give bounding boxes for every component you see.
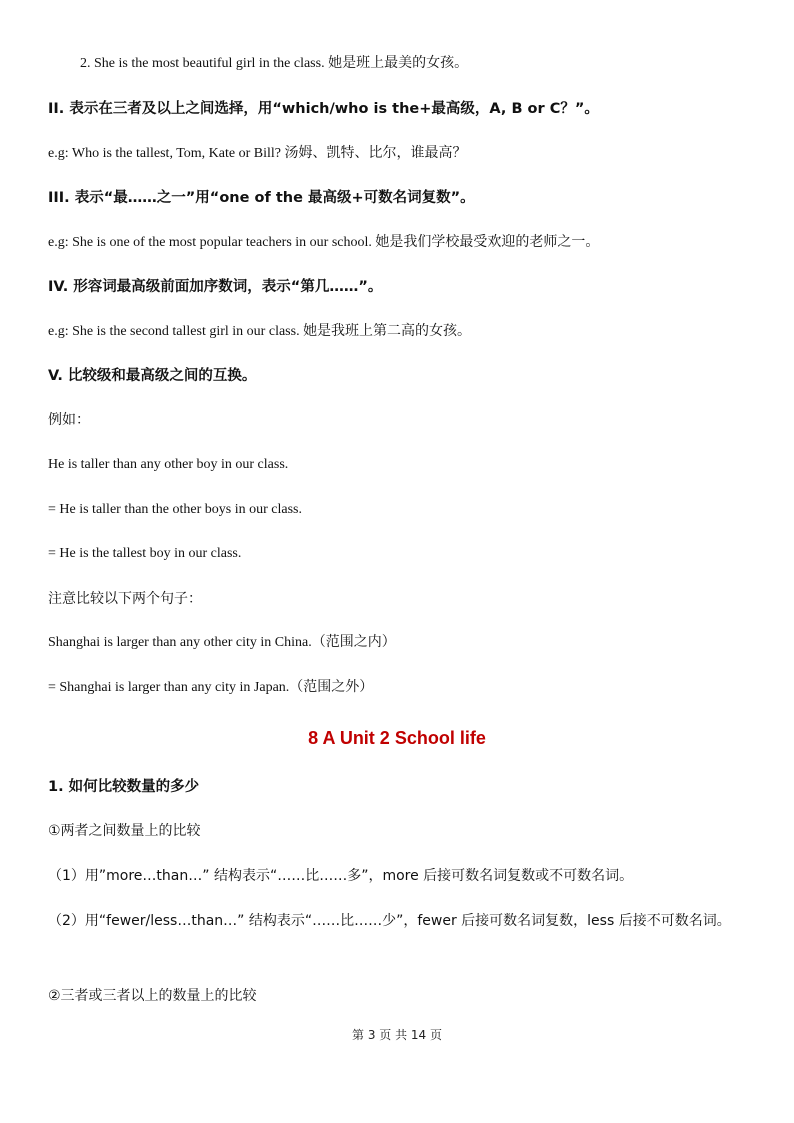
text-line: ①两者之间数量上的比较 xyxy=(48,823,201,839)
example-line: e.g: She is the second tallest girl in our class. 她是我班上第二高的女孩。 xyxy=(48,324,472,339)
rule-heading: III. 表示“最……之一”用“one of the 最高级+可数名词复数”。 xyxy=(48,190,475,206)
text-line: 注意比较以下两个句子： xyxy=(48,591,202,607)
example-line: 2. She is the most beautiful girl in the class. 她是班上最美的女孩。 xyxy=(80,56,469,71)
rule-heading: IV. 形容词最高级前面加序数词，表示“第几……”。 xyxy=(48,279,383,295)
example-line: = He is the tallest boy in our class. xyxy=(48,546,242,561)
example-line: = Shanghai is larger than any city in Japan.（范围之外） xyxy=(48,680,374,695)
text-line: （1）用”more…than…” 结构表示“……比……多”，more 后接可数名词复数或不可数名词。 xyxy=(48,868,634,884)
text-paragraph: （2）用“fewer/less…than…” 结构表示“……比……少”，fewer 后接可数名词复数，less 后接不可数名词。 xyxy=(48,913,731,929)
example-line: Shanghai is larger than any other city in China.（范围之内） xyxy=(48,635,396,650)
text-line: 例如： xyxy=(48,412,90,428)
rule-heading: II. 表示在三者及以上之间选择，用“which/who is the+最高级，A, B or C？”。 xyxy=(48,101,599,117)
example-line: e.g: She is one of the most popular teachers in our school. 她是我们学校最受欢迎的老师之一。 xyxy=(48,235,600,250)
subsection-heading: 1. 如何比较数量的多少 xyxy=(48,779,200,795)
section-title: 8 A Unit 2 School life xyxy=(308,728,486,748)
example-line: = He is taller than the other boys in our class. xyxy=(48,502,303,517)
example-line: He is taller than any other boy in our class. xyxy=(48,457,289,472)
rule-heading: V. 比较级和最高级之间的互换。 xyxy=(48,368,257,384)
text-line: ②三者或三者以上的数量上的比较 xyxy=(48,988,257,1004)
page-footer: 第 3 页 共 14 页 xyxy=(352,1028,442,1042)
example-line: e.g: Who is the tallest, Tom, Kate or Bill? 汤姆、凯特、比尔，谁最高？ xyxy=(48,146,467,161)
